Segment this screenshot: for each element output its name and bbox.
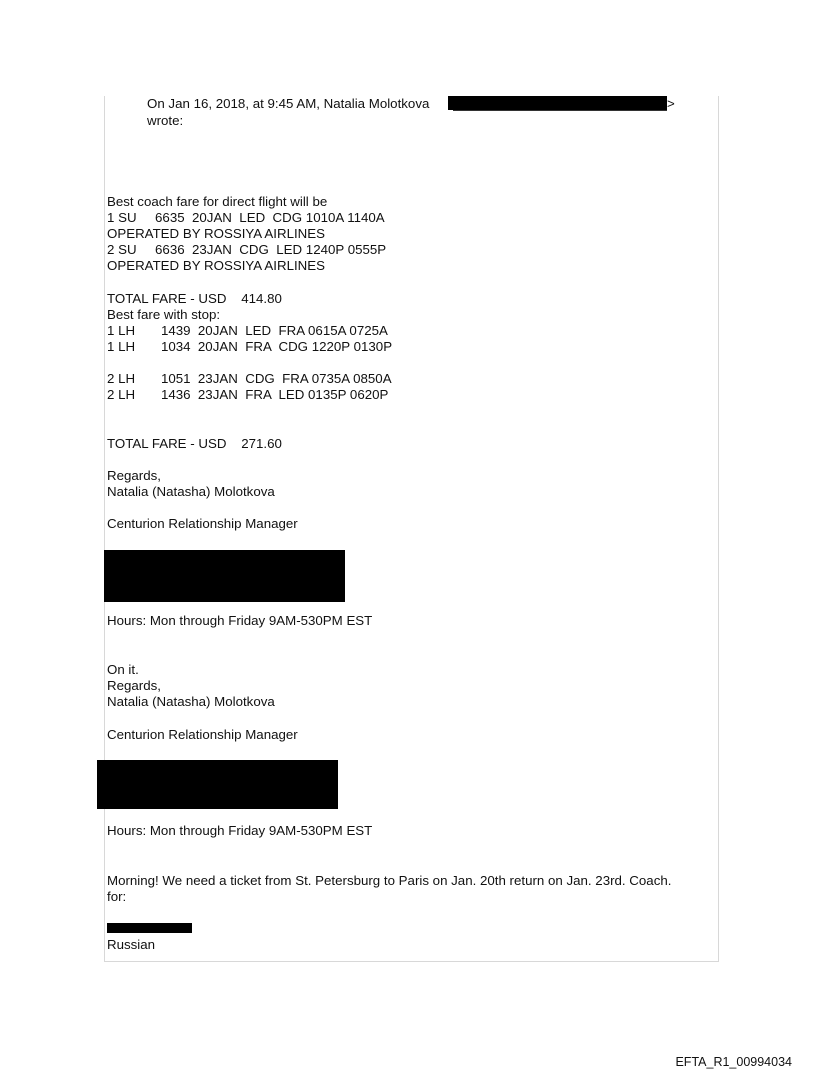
quote-header-bracket: > bbox=[667, 96, 675, 111]
direct-fare-heading: Best coach fare for direct flight will be bbox=[107, 194, 328, 209]
signature-name: Natalia (Natasha) Molotkova bbox=[107, 484, 275, 499]
signature-hours: Hours: Mon through Friday 9AM-530PM EST bbox=[107, 613, 373, 628]
document-id: EFTA_R1_00994034 bbox=[675, 1055, 792, 1069]
signature-regards: Regards, bbox=[107, 678, 161, 693]
itinerary-line: 1 LH 1034 20JAN FRA CDG 1220P 0130P bbox=[107, 339, 393, 354]
itinerary-line: 2 SU 6636 23JAN CDG LED 1240P 0555P bbox=[107, 242, 387, 257]
redacted-contact-block bbox=[97, 760, 338, 809]
itinerary-line: OPERATED BY ROSSIYA AIRLINES bbox=[107, 226, 325, 241]
signature-hours: Hours: Mon through Friday 9AM-530PM EST bbox=[107, 823, 373, 838]
itinerary-line: 2 LH 1436 23JAN FRA LED 0135P 0620P bbox=[107, 387, 389, 402]
reply-message: On it. bbox=[107, 662, 139, 677]
request-for-label: for: bbox=[107, 889, 127, 904]
email-link-underline bbox=[453, 110, 667, 111]
request-message: Morning! We need a ticket from St. Petersburg to Paris on Jan. 20th return on Jan. 23rd. Coach. bbox=[107, 873, 672, 888]
itinerary-line: 1 LH 1439 20JAN LED FRA 0615A 0725A bbox=[107, 323, 388, 338]
quote-header-wrote: wrote: bbox=[147, 113, 184, 128]
passenger-nationality: Russian bbox=[107, 937, 156, 952]
stop-fare-heading: Best fare with stop: bbox=[107, 307, 221, 322]
signature-regards: Regards, bbox=[107, 468, 161, 483]
itinerary-line: 1 SU 6635 20JAN LED CDG 1010A 1140A bbox=[107, 210, 385, 225]
itinerary-line: OPERATED BY ROSSIYA AIRLINES bbox=[107, 258, 325, 273]
direct-total-fare: TOTAL FARE - USD 414.80 bbox=[107, 291, 282, 306]
itinerary-line: 2 LH 1051 23JAN CDG FRA 0735A 0850A bbox=[107, 371, 392, 386]
redacted-contact-block bbox=[104, 550, 345, 602]
stop-total-fare: TOTAL FARE - USD 271.60 bbox=[107, 436, 282, 451]
signature-name: Natalia (Natasha) Molotkova bbox=[107, 694, 275, 709]
quote-header-line: On Jan 16, 2018, at 9:45 AM, Natalia Molotkova bbox=[147, 96, 430, 111]
redacted-email-address bbox=[448, 96, 667, 110]
redacted-passenger-name bbox=[107, 923, 192, 933]
signature-title: Centurion Relationship Manager bbox=[107, 516, 298, 531]
signature-title: Centurion Relationship Manager bbox=[107, 727, 298, 742]
